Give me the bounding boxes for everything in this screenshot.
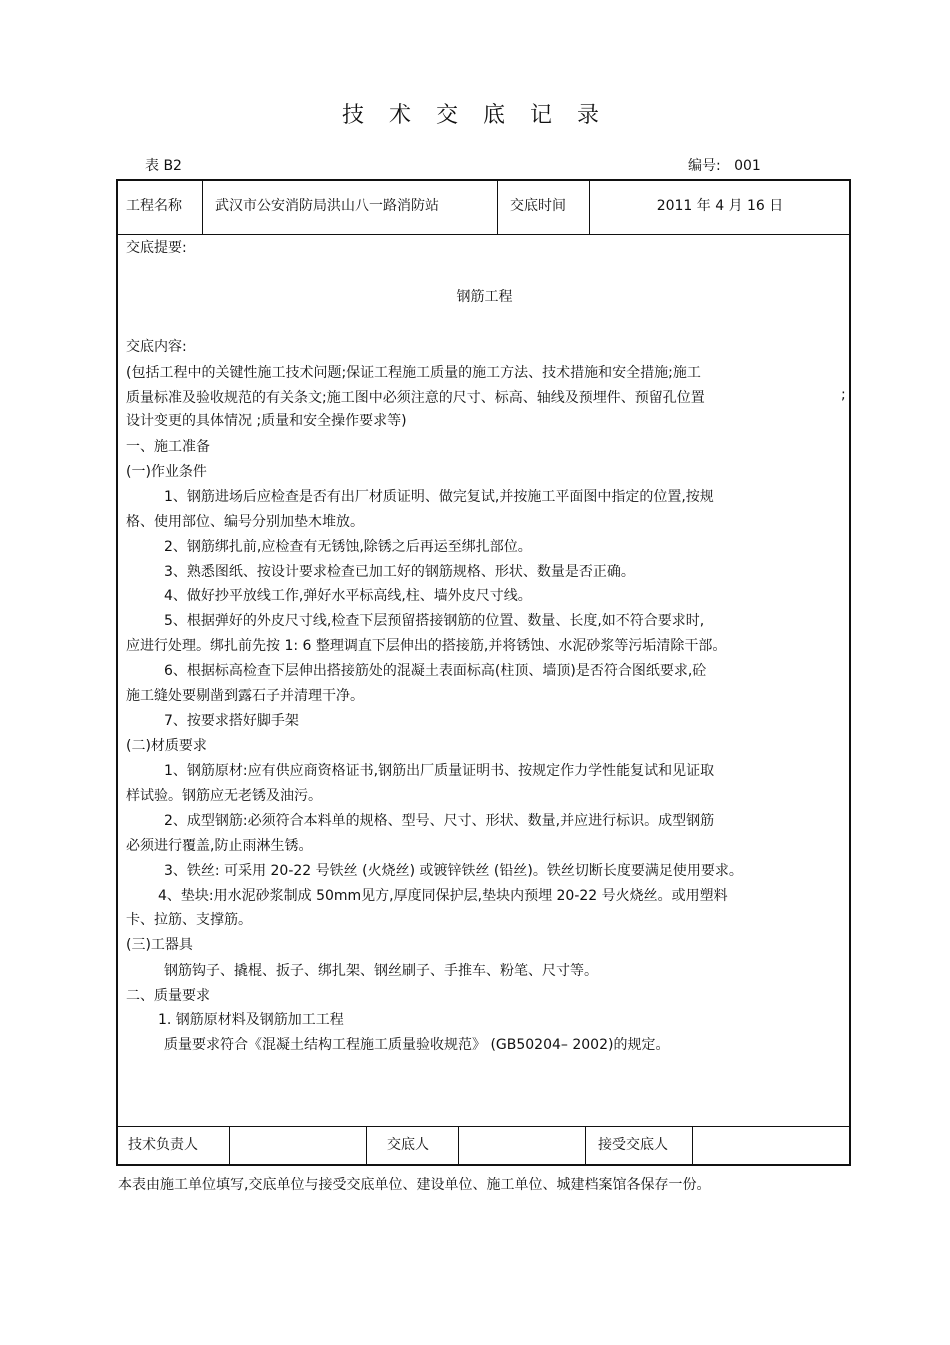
disclosure-form — [116, 179, 851, 1166]
content-line: 样试验。钢筋应无老锈及油污。 — [126, 788, 322, 804]
signature-row — [118, 1126, 849, 1164]
section-heading: 一、施工准备 — [126, 439, 210, 455]
disclosure-time-label: 交底时间 — [510, 198, 566, 214]
discloser-label: 交底人 — [387, 1137, 429, 1153]
content-line: 1. 钢筋原材料及钢筋加工工程 — [158, 1012, 344, 1028]
summary-topic: 钢筋工程 — [456, 289, 513, 305]
content-line: 4、垫块:用水泥砂浆制成 50mm见方,厚度同保护层,垫块内预埋 20-22 号火烧丝。或用塑料 — [158, 888, 728, 904]
stray-semicolon: ; — [841, 387, 846, 403]
content-line: 质量标准及验收规范的有关条文;施工图中必须注意的尺寸、标高、轴线及预埋件、预留孔位置 — [126, 390, 705, 406]
serial-number — [688, 155, 761, 175]
content-line: 3、熟悉图纸、按设计要求检查已加工好的钢筋规格、形状、数量是否正确。 — [164, 564, 635, 580]
project-name-value: 武汉市公安消防局洪山八一路消防站 — [215, 198, 439, 214]
page-title: 技 术 交 底 记 录 — [342, 103, 608, 128]
receiver-label: 接受交底人 — [598, 1137, 668, 1153]
content-line: 5、根据弹好的外皮尺寸线,检查下层预留搭接钢筋的位置、数量、长度,如不符合要求时, — [164, 613, 705, 629]
content-line: 7、按要求搭好脚手架 — [164, 713, 299, 729]
content-line: 格、使用部位、编号分别加垫木堆放。 — [126, 514, 364, 530]
subsection-heading: (二)材质要求 — [126, 738, 207, 754]
receiver-signature[interactable] — [693, 1127, 849, 1164]
tech-lead-signature[interactable] — [230, 1127, 366, 1164]
section-heading: 二、质量要求 — [126, 988, 210, 1004]
content-line: 施工缝处要剔凿到露石子并清理干净。 — [126, 688, 364, 704]
content-line: 必须进行覆盖,防止雨淋生锈。 — [126, 838, 313, 854]
content-line: 3、铁丝: 可采用 20-22 号铁丝 (火烧丝) 或镀锌铁丝 (铅丝)。铁丝切断长度要满足使用要求。 — [164, 863, 743, 879]
disclosure-time-value: 2011 年 4 月 16 日 — [656, 198, 784, 214]
content-line: 6、根据标高检查下层伸出搭接筋处的混凝土表面标高(柱顶、墙顶)是否符合图纸要求,砼 — [164, 663, 707, 679]
serial-value: 001 — [734, 158, 761, 174]
content-line: (包括工程中的关键性施工技术问题;保证工程施工质量的施工方法、技术措施和安全措施;施工 — [126, 365, 701, 381]
content-line: 质量要求符合《混凝土结构工程施工质量验收规范》 (GB50204– 2002)的规定。 — [164, 1037, 670, 1053]
tech-lead-label: 技术负责人 — [128, 1137, 198, 1153]
discloser-signature[interactable] — [459, 1127, 585, 1164]
content-line: 钢筋钩子、撬棍、扳子、绑扎架、钢丝刷子、手推车、粉笔、尺寸等。 — [164, 963, 598, 979]
content-line: 4、做好抄平放线工作,弹好水平标高线,柱、墙外皮尺寸线。 — [164, 588, 532, 604]
content-line: 2、钢筋绑扎前,应检查有无锈蚀,除锈之后再运至绑扎部位。 — [164, 539, 532, 555]
content-line: 1、钢筋进场后应检查是否有出厂材质证明、做完复试,并按施工平面图中指定的位置,按规 — [164, 489, 714, 505]
form-number: 表 B2 — [145, 158, 182, 174]
subsection-heading: (三)工器具 — [126, 937, 193, 953]
content-line: 应进行处理。绑扎前先按 1: 6 整理调直下层伸出的搭接筋,并将锈蚀、水泥砂浆等污垢清除干部。 — [126, 638, 727, 654]
content-line: 卡、拉筋、支撑筋。 — [126, 912, 252, 928]
content-line: 2、成型钢筋:必须符合本料单的规格、型号、尺寸、形状、数量,并应进行标识。成型钢筋 — [164, 813, 715, 829]
footnote: 本表由施工单位填写,交底单位与接受交底单位、建设单位、施工单位、城建档案馆各保存一份。 — [118, 1177, 711, 1193]
summary-label: 交底提要: — [126, 240, 187, 256]
subsection-heading: (一)作业条件 — [126, 464, 207, 480]
serial-label: 编号: — [688, 158, 721, 174]
project-name-label: 工程名称 — [126, 198, 182, 214]
content-label: 交底内容: — [126, 339, 187, 355]
content-line: 1、钢筋原材:应有供应商资格证书,钢筋出厂质量证明书、按规定作力学性能复试和见证取 — [164, 763, 715, 779]
header-row — [118, 181, 849, 235]
content-line: 设计变更的具体情况 ;质量和安全操作要求等) — [126, 413, 407, 429]
